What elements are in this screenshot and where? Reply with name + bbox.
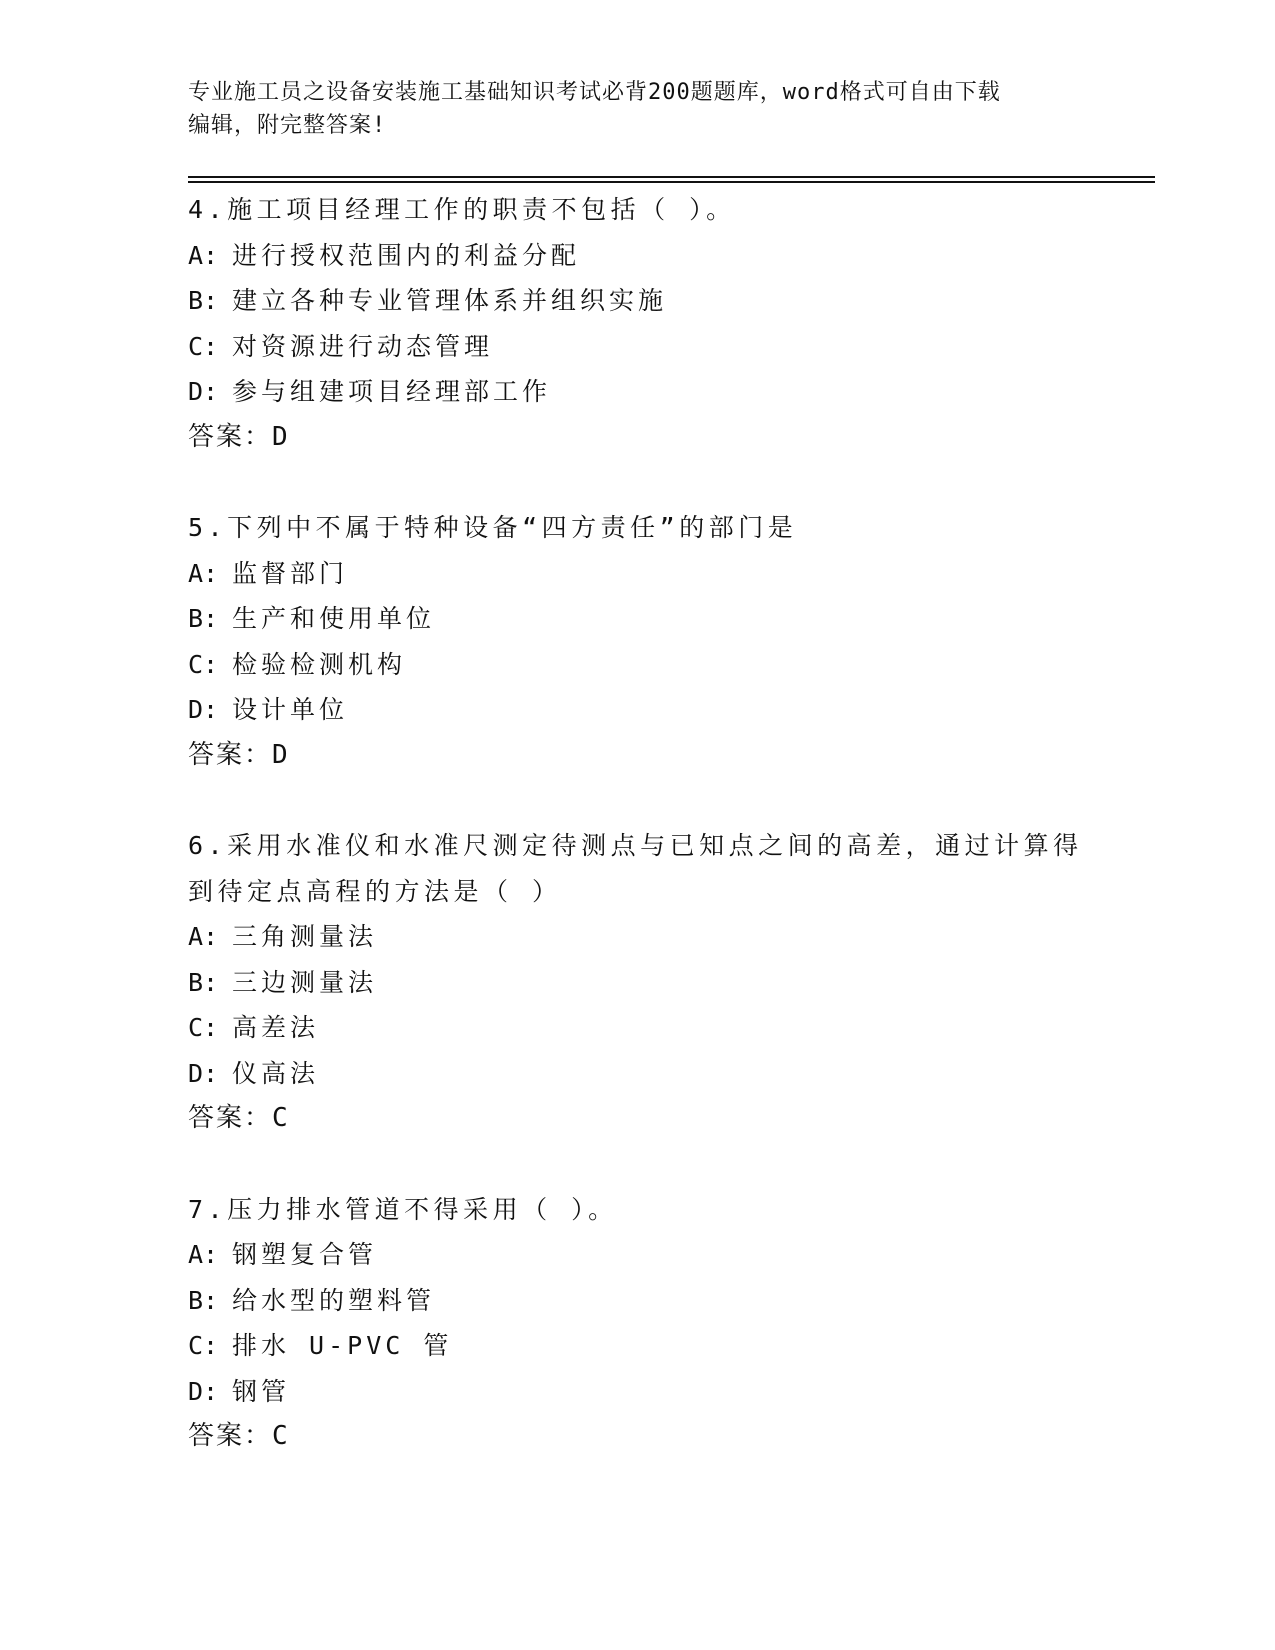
option-text: 三边测量法	[232, 967, 378, 997]
question-7	[188, 1187, 1148, 1460]
option-c	[188, 324, 1148, 370]
answer-value: D	[272, 739, 288, 770]
answer-line	[188, 1096, 1148, 1142]
option-label: C:	[188, 331, 219, 361]
option-d	[188, 1051, 1148, 1097]
question-stem: 6.采用水准仪和水准尺测定待测点与已知点之间的高差，通过计算得	[188, 831, 1083, 860]
header-line-1: 专业施工员之设备安装施工基础知识考试必背200题题库，word格式可自由下载	[188, 80, 1001, 105]
header-line-2: 编辑，附完整答案!	[188, 113, 387, 138]
option-label: A:	[188, 1240, 219, 1269]
option-text: 给水型的塑料管	[232, 1285, 436, 1315]
header-divider-top	[188, 176, 1155, 178]
option-label: A:	[188, 240, 219, 270]
option-label: D:	[188, 377, 219, 406]
option-label: D:	[188, 695, 219, 724]
answer-value: C	[272, 1421, 288, 1451]
question-5	[188, 505, 1148, 778]
answer-line	[188, 1414, 1148, 1460]
option-text: 进行授权范围内的利益分配	[232, 240, 581, 270]
answer-label: 答案：	[188, 1421, 273, 1451]
document-header	[188, 76, 1088, 142]
option-b	[188, 596, 1148, 642]
answer-label: 答案：	[188, 1103, 273, 1133]
question-stem-continued: 到待定点高程的方法是（ ）	[188, 876, 562, 906]
option-text: 高差法	[232, 1013, 320, 1042]
answer-line	[188, 733, 1148, 779]
option-d	[188, 369, 1148, 415]
option-text: 生产和使用单位	[232, 604, 436, 633]
option-d	[188, 687, 1148, 733]
option-text: 参与组建项目经理部工作	[232, 377, 552, 406]
option-a	[188, 1232, 1148, 1278]
option-c	[188, 1005, 1148, 1051]
option-c	[188, 642, 1148, 688]
option-label: D:	[188, 1376, 219, 1406]
option-label: A:	[188, 922, 219, 951]
answer-label: 答案：	[188, 421, 273, 452]
question-6	[188, 823, 1148, 1142]
option-label: B:	[188, 604, 219, 633]
option-label: C:	[188, 1331, 219, 1360]
option-label: C:	[188, 1013, 219, 1042]
option-b	[188, 1278, 1148, 1324]
option-a	[188, 233, 1148, 279]
question-stem: 5.下列中不属于特种设备“四方责任”的部门是	[188, 513, 798, 542]
answer-line	[188, 415, 1148, 461]
option-a	[188, 914, 1148, 960]
option-text: 钢塑复合管	[232, 1240, 378, 1269]
answer-value: D	[272, 421, 288, 452]
question-4	[188, 187, 1148, 460]
option-text: 检验检测机构	[232, 649, 407, 679]
option-label: B:	[188, 286, 219, 315]
option-label: B:	[188, 1285, 219, 1315]
option-text: 三角测量法	[232, 922, 378, 951]
answer-label: 答案：	[188, 739, 273, 770]
option-text: 对资源进行动态管理	[232, 331, 494, 361]
header-divider-bottom	[188, 181, 1155, 183]
option-b	[188, 960, 1148, 1006]
option-d	[188, 1369, 1148, 1415]
option-a	[188, 551, 1148, 597]
option-text: 仪高法	[232, 1058, 320, 1088]
question-list	[188, 187, 1148, 1460]
answer-value: C	[272, 1103, 288, 1133]
question-stem: 4.施工项目经理工作的职责不包括（ ）。	[188, 195, 736, 224]
option-label: A:	[188, 558, 219, 588]
question-stem: 7.压力排水管道不得采用（ ）。	[188, 1194, 618, 1224]
option-text: 钢管	[232, 1376, 291, 1406]
option-b	[188, 278, 1148, 324]
option-text: 监督部门	[232, 558, 349, 588]
option-text: 设计单位	[232, 695, 349, 724]
option-label: B:	[188, 967, 219, 997]
option-text: 建立各种专业管理体系并组织实施	[232, 286, 668, 315]
option-label: C:	[188, 649, 219, 679]
option-text: 排水 U-PVC 管	[232, 1331, 453, 1360]
option-label: D:	[188, 1058, 219, 1088]
option-c	[188, 1323, 1148, 1369]
